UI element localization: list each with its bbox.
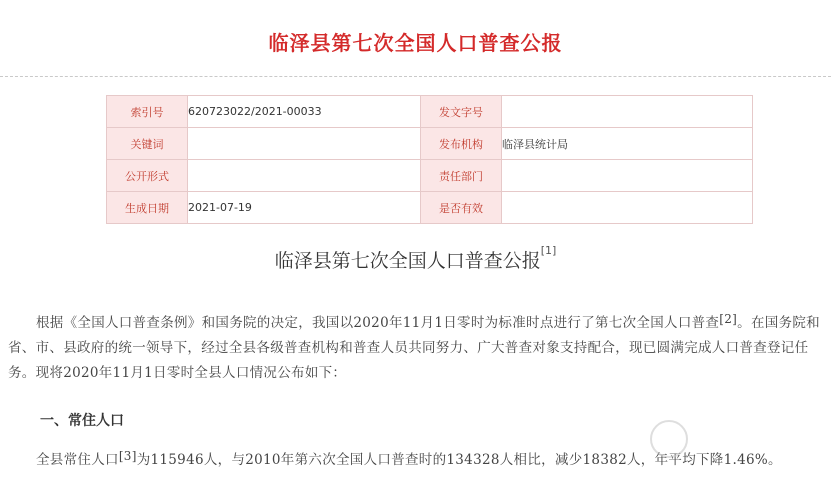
metadata-table: [106, 95, 753, 224]
value-document-number: [502, 96, 753, 128]
value-responsible-dept: [502, 160, 753, 192]
table-row: [107, 192, 753, 224]
footnote-link[interactable]: [2]: [719, 312, 738, 326]
value-validity: [502, 192, 753, 224]
paragraph-text: 。在国务院和省、市、县政府的统一领导下，经过全县各级普查机构和普查人员共同努力、广大普查对象支持配合，现已圆满完成人口普查登记任务。现将2020年11月1日零时全县人口情况公布如下：: [8, 315, 820, 381]
divider: [0, 76, 831, 77]
label-responsible-dept: 责任部门: [421, 160, 502, 192]
document-heading: [0, 246, 831, 273]
label-disclosure-form: 公开形式: [107, 160, 188, 192]
value-disclosure-form: [188, 160, 421, 192]
label-document-number: 发文字号: [421, 96, 502, 128]
paragraph-text: 全县常住人口: [36, 452, 119, 468]
value-created-date: 2021-07-19: [188, 192, 421, 224]
document-heading-text: 临泽县第七次全国人口普查公报: [274, 250, 541, 272]
paragraph-intro: [8, 311, 828, 386]
label-publisher: 发布机构: [421, 128, 502, 160]
footnote-link[interactable]: [3]: [118, 449, 137, 463]
page-title: 临泽县第七次全国人口普查公报: [268, 31, 563, 55]
paragraph-text: 为115946人，与2010年第六次全国人口普查时的134328人相比，减少18382人，年平均下降1.46%。: [136, 452, 782, 468]
paragraph-population: [8, 448, 828, 473]
value-keywords: [188, 128, 421, 160]
label-keywords: 关键词: [107, 128, 188, 160]
label-validity: 是否有效: [421, 192, 502, 224]
table-row: [107, 96, 753, 128]
table-row: [107, 160, 753, 192]
value-publisher: 临泽县统计局: [502, 128, 753, 160]
paragraph-text: 根据《全国人口普查条例》和国务院的决定，我国以2020年11月1日零时为标准时点进行了第七次全国人口普查: [36, 315, 720, 331]
section-heading: 一、常住人口: [40, 413, 124, 429]
table-row: [107, 128, 753, 160]
label-index-number: 索引号: [107, 96, 188, 128]
value-index-number: 620723022/2021-00033: [188, 96, 421, 128]
label-created-date: 生成日期: [107, 192, 188, 224]
footnote-link[interactable]: [1]: [540, 244, 557, 257]
